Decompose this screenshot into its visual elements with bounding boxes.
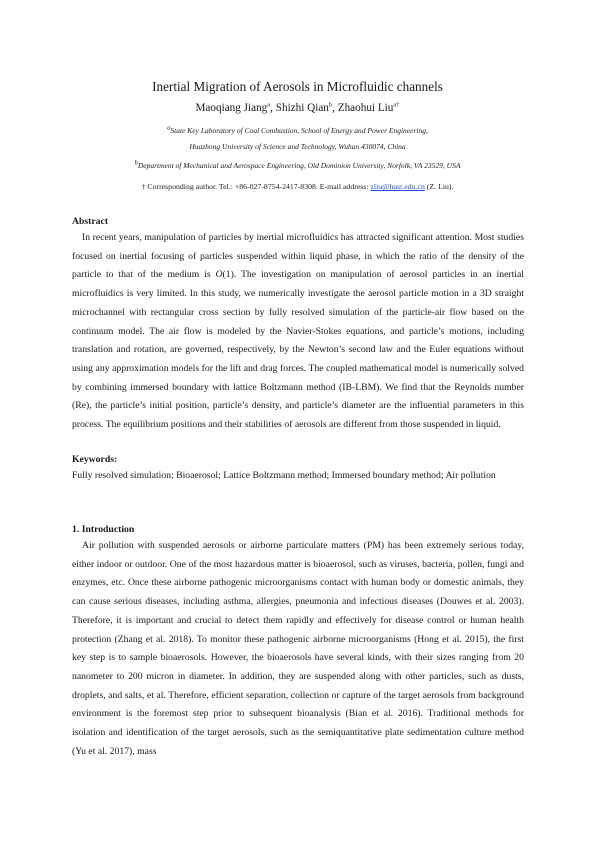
keywords-list: Fully resolved simulation; Bioaerosol; Lattice Boltzmann method; Immersed boundary method; Air pollution [72,470,496,481]
affiliation-marker: a [267,101,271,109]
affiliation-marker: a† [393,101,400,109]
introduction-heading: 1. Introduction [72,524,135,535]
author-name: Maoqiang Jiang [195,102,268,114]
abstract-text: (1). The investigation on manipulation of aerosol particles in an inertial microfluidics is very limited. In this study, we numerically investigate the aerosol particle motion in a 3D straight microchannel with rectangular cross section by fully resolved simulation of the particle-air flow based on the continuum model. The air flow is modeled by the Navier-Stokes equations, and particle’s motions, including translation and rotation, are governed, respectively, by the Newton’s second law and the Euler equations without using any approximation models for the lift and drag forces. The coupled mathematical model is numerically solved by combining immersed boundary with lattice Boltzmann method (IB-LBM). We find that the Reynolds number (Re), the particle’s initial position, particle’s density, and particle’s diameter are the influential parameters in this process. The equilibrium positions and their stabilities of aerosols are different from those suspended in liquid. [72,269,524,431]
affiliation-a-line2: Huazhong University of Science and Technology, Wuhan 430074, China [189,142,406,151]
author-name: Shizhi Qian [275,102,329,114]
affiliation-b [0,161,595,171]
affiliation-marker: b [328,101,333,109]
abstract-text: In recent years, manipulation of particles by inertial microfluidics has attracted significant attention. Most studies focused on inertial focusing of particles suspended within liquid phase, in which the ratio of the density of the particle to that of the medium is [72,232,524,281]
affiliation-text: Department of Mechanical and Aerospace Engineering, Old Dominion University, Norfolk, VA 23529, USA [137,161,461,170]
author-name: Zhaohui Liu [337,102,394,114]
affiliation-text: State Key Laboratory of Coal Combustion, School of Energy and Power Engineering, [170,126,428,135]
abstract-body [72,229,524,435]
affiliation-a-line1 [0,126,595,136]
corresponding-text: † Corresponding author. Tel.: +86-027-8754-2417-8308. E-mail address: [141,182,371,191]
paper-title: Inertial Migration of Aerosols in Microfluidic channels [152,79,443,94]
introduction-body: Air pollution with suspended aerosols or airborne particulate matters (PM) has been extremely serious today, either indoor or outdoor. One of the most hazardous matter is bioaerosol, such as viruses, bacteria, pollen, fungi and enzymes, etc. Once these airborne pathogenic microorganisms contact with human body or domestic animals, they can cause serious diseases, including asthma, allergies, pneumonia and infectious diseases (Douwes et al. 2003). Therefore, it is important and crucial to detect them rapidly and effectively for disease control or human health protection (Zhang et al. 2018). To monitor these pathogenic airborne microorganisms (Hong et al. 2015), the first key step is to sample bioaerosols. However, the bioaerosols have several kinds, with their sizes ranging from 20 nanometer to 200 micron in diameter. In addition, they are suspended along with other particles, such as dusts, droplets, and salts, et al. Therefore, efficient separation, collection or capture of the target aerosols from background environment is the foremost step prior to subsequent bioanalysis (Bian et al. 2016). Traditional methods for isolation and identification of the target aerosols, such as the semiquantitative plate sedimentation culture method (Yu et al. 2017), mass [72,540,524,757]
corresponding-author-note [0,182,595,192]
keywords-heading: Keywords: [72,454,118,465]
corresponding-text: (Z. Liu). [424,182,454,191]
abstract-heading: Abstract [72,216,109,227]
affiliation-marker: a [167,124,171,132]
order-symbol: O [215,269,223,281]
affiliation-marker: b [134,159,138,167]
author-list: Maoqiang Jiang$^a$, Shizhi Qian$^b$, Zhaohui Liu$^{a\dagger}$ [195,101,400,114]
email-link[interactable]: zliu@hust.edu.cn [370,182,425,191]
